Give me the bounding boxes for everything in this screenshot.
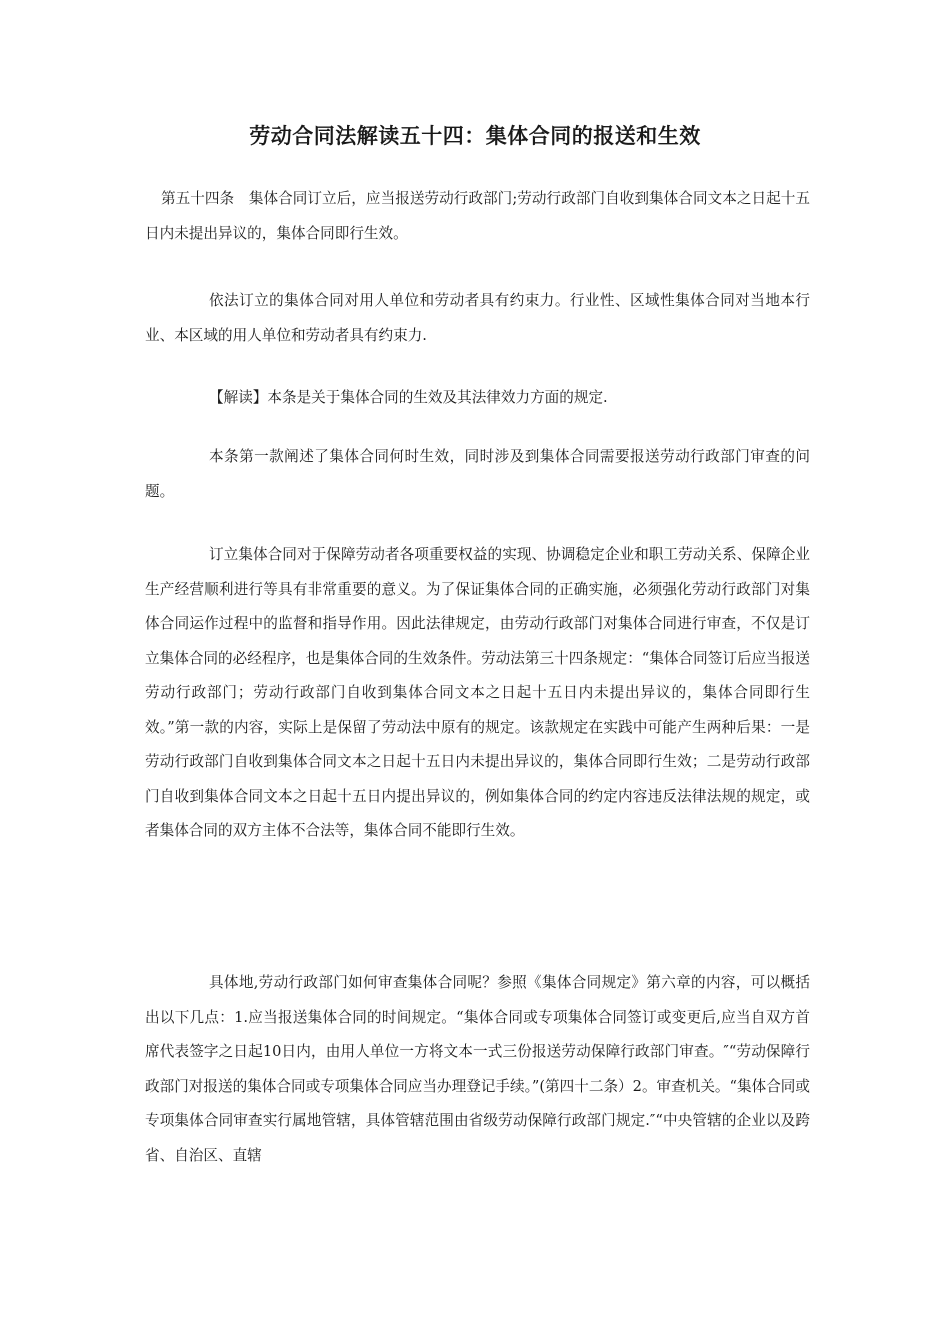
first-clause-paragraph: 本条第一款阐述了集体合同何时生效，同时涉及到集体合同需要报送劳动行政部门审查的问题。 xyxy=(145,448,810,500)
document-title: 劳动合同法解读五十四：集体合同的报送和生效 xyxy=(249,124,701,148)
significance-paragraph: 订立集体合同对于保障劳动者各项重要权益的实现、协调稳定企业和职工劳动关系、保障企业生产经营顺利进行等具有非常重要的意义。为了保证集体合同的正确实施，必须强化劳动行政部门对集体合同运作过程中的监督和指导作用。因此法律规定，由劳动行政部门对集体合同进行审查，不仅是订立集体合同的必经程序，也是集体合同的生效条件。劳动法第三十四条规定：“集体合同签订后应当报送劳动行政部门；劳动行政部门自收到集体合同文本之日起十五日内未提出异议的，集体合同即行生效。”第一款的内容，实际上是保留了劳动法中原有的规定。该款规定在实践中可能产生两种后果：一是劳动行政部门自收到集体合同文本之日起十五日内未提出异议的，集体合同即行生效；二是劳动行政部门自收到集体合同文本之日起十五日内提出异议的，例如集体合同的约定内容违反法律法规的规定，或者集体合同的双方主体不合法等，集体合同不能即行生效。 xyxy=(145,546,810,839)
article-text: 第五十四条 集体合同订立后，应当报送劳动行政部门;劳动行政部门自收到集体合同文本之日起十五日内未提出异议的，集体合同即行生效。 xyxy=(145,190,810,242)
interpretation-intro: 【解读】本条是关于集体合同的生效及其法律效力方面的规定. xyxy=(209,389,608,406)
review-procedure-paragraph: 具体地,劳动行政部门如何审查集体合同呢？参照《集体合同规定》第六章的内容，可以概括出以下几点：1.应当报送集体合同的时间规定。“集体合同或专项集体合同签订或变更后,应当自双方首席代表签字之日起10日内，由用人单位一方将文本一式三份报送劳动保障行政部门审查。″“劳动保障行政部门对报送的集体合同或专项集体合同应当办理登记手续。”(第四十二条）2。审查机关。“集体合同或专项集体合同审查实行属地管辖，具体管辖范围由省级劳动保障行政部门规定.″“中央管辖的企业以及跨省、自治区、直辖 xyxy=(145,974,810,1164)
binding-force-paragraph: 依法订立的集体合同对用人单位和劳动者具有约束力。行业性、区域性集体合同对当地本行业、本区域的用人单位和劳动者具有约束力. xyxy=(145,292,810,344)
